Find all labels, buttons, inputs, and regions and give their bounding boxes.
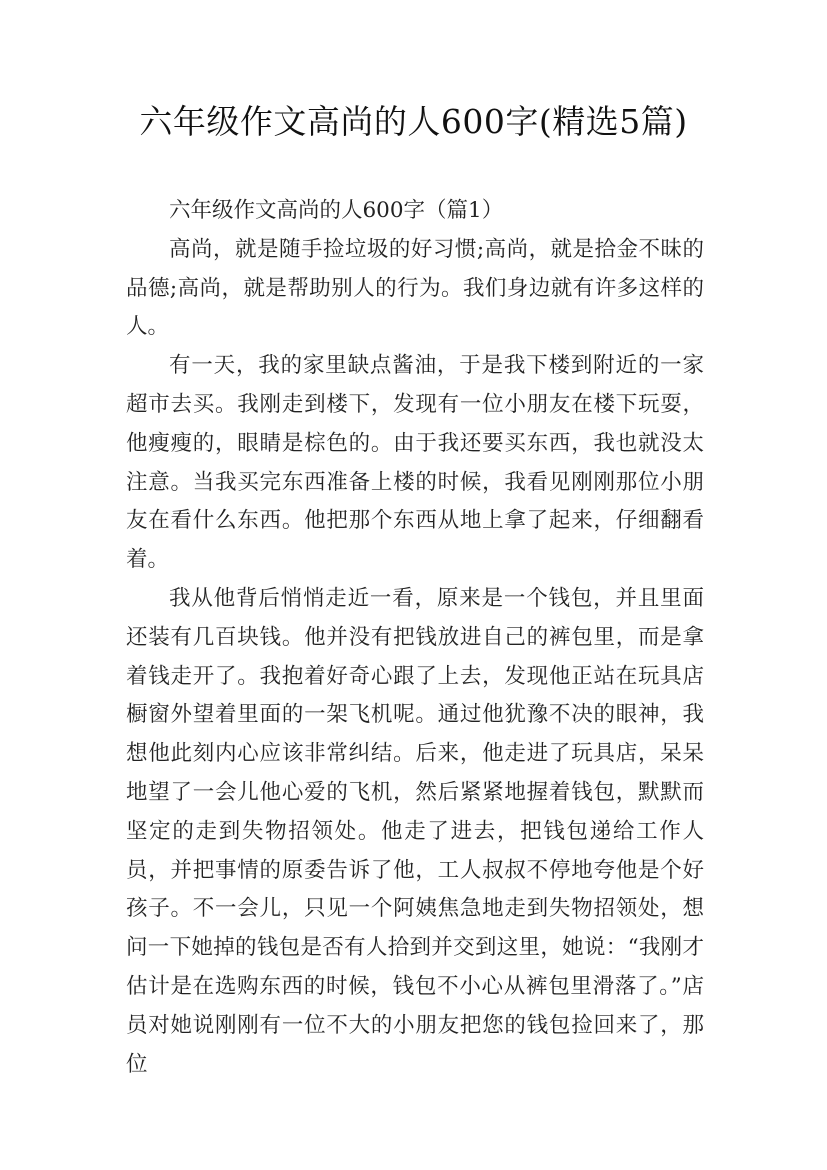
paragraph-1: 高尚，就是随手捡垃圾的好习惯;高尚，就是拾金不昧的品德;高尚，就是帮助别人的行为。我们身边就有许多这样的人。 <box>126 236 704 340</box>
section-heading: 六年级作文高尚的人600字（篇1） <box>169 198 504 223</box>
document-title: 六年级作文高尚的人600字(精选5篇) <box>139 102 688 141</box>
document-body <box>126 192 704 1084</box>
paragraph-2: 有一天，我的家里缺点酱油，于是我下楼到附近的一家超市去买。我刚走到楼下，发现有一位小朋友在楼下玩耍，他瘦瘦的，眼睛是棕色的。由于我还要买东西，我也就没太注意。当我买完东西准备上楼的时候，我看见刚刚那位小朋友在看什么东西。他把那个东西从地上拿了起来，仔细翻看着。 <box>126 353 704 573</box>
paragraph-3: 我从他背后悄悄走近一看，原来是一个钱包，并且里面还装有几百块钱。他并没有把钱放进自己的裤包里，而是拿着钱走开了。我抱着好奇心跟了上去，发现他正站在玩具店橱窗外望着里面的一架飞机呢。通过他犹豫不决的眼神，我想他此刻内心应该非常纠结。后来，他走进了玩具店，呆呆地望了一会儿他心爱的飞机，然后紧紧地握着钱包，默默而坚定的走到失物招领处。他走了进去，把钱包递给工作人员，并把事情的原委告诉了他，工人叔叔不停地夸他是个好孩子。不一会儿，只见一个阿姨焦急地走到失物招领处，想问一下她掉的钱包是否有人拾到并交到这里，她说：“我刚才估计是在选购东西的时候，钱包不小心从裤包里滑落了。”店员对她说刚刚有一位不大的小朋友把您的钱包捡回来了，那位 <box>126 585 704 1077</box>
